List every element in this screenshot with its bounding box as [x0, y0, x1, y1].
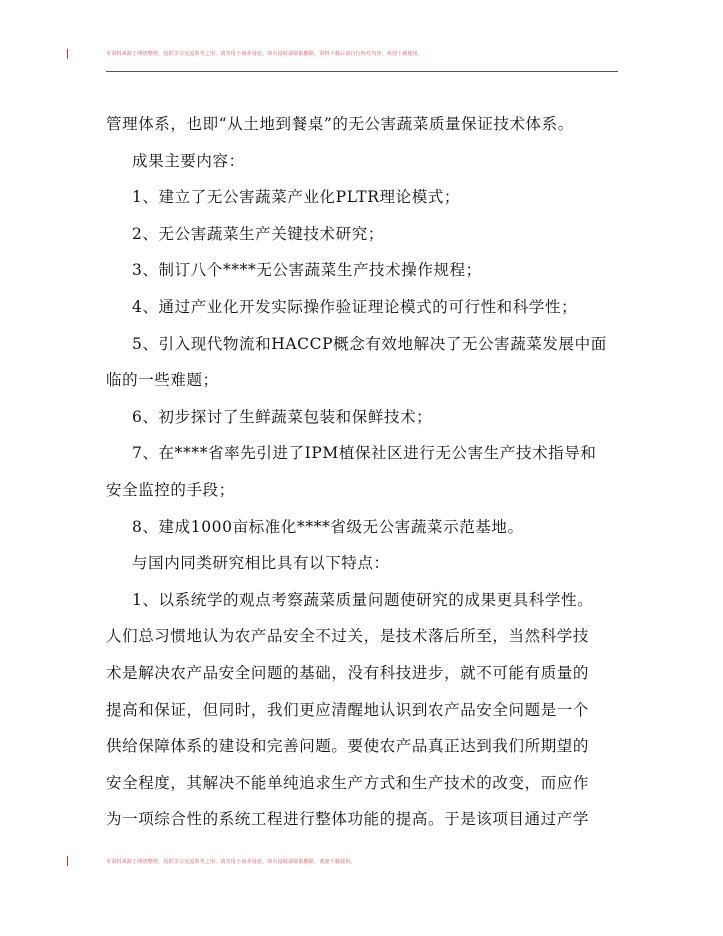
- paragraph-line: 安全程度，其解决不能单纯追求生产方式和生产技术的改变，而应作: [106, 773, 590, 792]
- list-item: 8、建成1000亩标准化****省级无公害蔬菜示范基地。: [132, 517, 524, 536]
- paragraph-line: 1、以系统学的观点考察蔬菜质量问题使研究的成果更具科学性。: [132, 590, 594, 609]
- list-item: 3、制订八个****无公害蔬菜生产技术操作规程；: [132, 261, 482, 280]
- footer-banner: 本资料来源于网络整理，仅供学习交流参考之用，请勿用于商业用途。如有侵权请联系删除。欢迎下载使用。: [106, 859, 356, 865]
- list-item-continuation: 临的一些难题；: [106, 371, 219, 390]
- document-body: [106, 106, 612, 838]
- list-item: 2、无公害蔬菜生产关键技术研究；: [132, 224, 384, 243]
- paragraph-line: 供给保障体系的建设和完善问题。要使农产品真正达到我们所期望的: [106, 737, 590, 756]
- list-item: 6、初步探讨了生鲜蔬菜包装和保鲜技术；: [132, 407, 433, 426]
- header-divider: [106, 71, 618, 72]
- paragraph-line: 术是解决农产品安全问题的基础，没有科技进步，就不可能有质量的: [106, 663, 590, 682]
- paragraph-line: 提高和保证，但同时，我们更应清醒地认识到农产品安全问题是一个: [106, 700, 590, 719]
- header-margin-mark: [67, 49, 68, 59]
- paragraph-line: 成果主要内容：: [132, 151, 245, 170]
- list-item: 5、引入现代物流和HACCP概念有效地解决了无公害蔬菜发展中面: [132, 334, 607, 353]
- list-item: 1、建立了无公害蔬菜产业化PLTR理论模式；: [132, 188, 461, 207]
- footer-margin-mark: [67, 856, 68, 866]
- paragraph-line: 管理体系，也即“从土地到餐桌”的无公害蔬菜质量保证技术体系。: [106, 115, 574, 133]
- list-item-continuation: 安全监控的手段；: [106, 480, 235, 499]
- header-banner: 本资料来源于网络整理，仅供学习交流参考之用，请勿用于商业用途。如有侵权请联系删除。资料下载后请自行核对内容，欢迎下载使用。: [106, 51, 424, 57]
- list-item: 7、在****省率先引进了IPM植保社区进行无公害生产技术指导和: [132, 444, 597, 463]
- paragraph-line: 与国内同类研究相比具有以下特点：: [132, 554, 390, 573]
- list-item: 4、通过产业化开发实际操作验证理论模式的可行性和科学性；: [132, 297, 578, 316]
- paragraph-line: 人们总习惯地认为农产品安全不过关，是技术落后所至，当然科学技: [106, 627, 590, 646]
- paragraph-line: 为一项综合性的系统工程进行整体功能的提高。于是该项目通过产学: [106, 810, 590, 829]
